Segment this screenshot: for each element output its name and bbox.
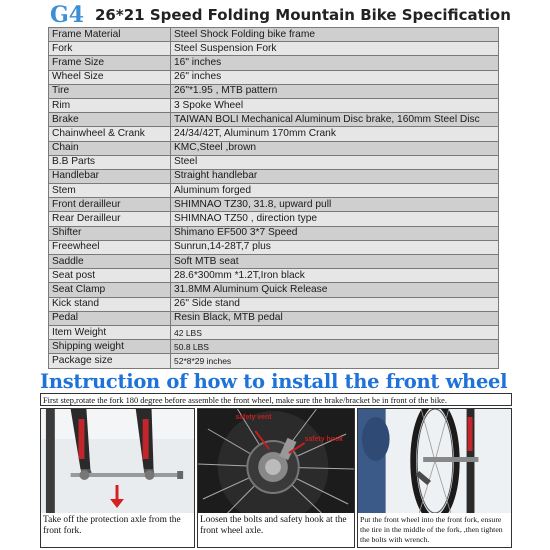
spec-key: Rim (49, 98, 171, 112)
instruction-panel-install-wheel (357, 408, 512, 548)
spec-value: Soft MTB seat (171, 255, 499, 269)
spec-key: Frame Size (49, 56, 171, 70)
spec-value: 52*8*29 inches (171, 354, 499, 368)
spec-value: 26"*1.95 , MTB pattern (171, 84, 499, 98)
table-row (49, 269, 499, 283)
table-row (49, 354, 499, 368)
table-row (49, 127, 499, 141)
instruction-heading: Instruction of how to install the front wheel (40, 370, 508, 393)
table-row (49, 42, 499, 56)
spec-value: 50.8 LBS (171, 340, 499, 354)
spec-key: Wheel Size (49, 70, 171, 84)
table-row (49, 212, 499, 226)
spec-key: Chainwheel & Crank (49, 127, 171, 141)
spec-value: Aluminum forged (171, 184, 499, 198)
wheel-in-fork-photo (358, 409, 511, 513)
spec-key: Fork (49, 42, 171, 56)
spec-value: Resin Black, MTB pedal (171, 311, 499, 325)
spec-value: KMC,Steel ,brown (171, 141, 499, 155)
spec-value: Steel (171, 155, 499, 169)
spec-value: TAIWAN BOLI Mechanical Aluminum Disc brake, 160mm Steel Disc (171, 113, 499, 127)
fork-axle-photo (41, 409, 194, 513)
spec-key: Item Weight (49, 325, 171, 339)
panel-caption: Put the front wheel into the front fork, ensure the tire in the middle of the fork, ,then tighten the bolts with wrench. (360, 515, 503, 544)
table-row (49, 155, 499, 169)
table-row (49, 198, 499, 212)
spec-value: 24/34/42T, Aluminum 170mm Crank (171, 127, 499, 141)
spec-value: SHIMNAO TZ30, 31.8, upward pull (171, 198, 499, 212)
spec-value: 16" inches (171, 56, 499, 70)
table-row (49, 98, 499, 112)
model-label: G4 (50, 2, 85, 28)
spec-key: Kick stand (49, 297, 171, 311)
spec-value: 26" inches (171, 70, 499, 84)
spec-value: Sunrun,14-28T,7 plus (171, 240, 499, 254)
spec-value: Straight handlebar (171, 169, 499, 183)
spec-key: Handlebar (49, 169, 171, 183)
spec-table (48, 27, 499, 369)
table-row (49, 84, 499, 98)
table-row (49, 184, 499, 198)
table-row (49, 325, 499, 339)
table-row (49, 255, 499, 269)
spec-title: 26*21 Speed Folding Mountain Bike Specification (95, 6, 511, 24)
spec-key: Freewheel (49, 240, 171, 254)
table-row (49, 113, 499, 127)
spec-key: Shipping weight (49, 340, 171, 354)
table-row (49, 283, 499, 297)
table-row (49, 169, 499, 183)
instruction-panel-remove-axle (40, 408, 195, 548)
spec-key: Brake (49, 113, 171, 127)
instruction-panel-loosen-bolts (197, 408, 355, 548)
table-row (49, 311, 499, 325)
spec-key: Package size (49, 354, 171, 368)
table-row (49, 141, 499, 155)
table-row (49, 240, 499, 254)
spec-value: 26" Side stand (171, 297, 499, 311)
spec-key: Seat Clamp (49, 283, 171, 297)
spec-key: Saddle (49, 255, 171, 269)
spec-key: Rear Derailleur (49, 212, 171, 226)
safety-hook-label: safety hook (304, 435, 343, 444)
spec-value: Shimano EF500 3*7 Speed (171, 226, 499, 240)
spec-value: Steel Suspension Fork (171, 42, 499, 56)
panel-caption: Loosen the bolts and safety hook at the front wheel axle. (200, 515, 347, 536)
spec-key: Chain (49, 141, 171, 155)
spec-key: Seat post (49, 269, 171, 283)
wheel-hub-photo (198, 409, 354, 513)
spec-key: Shifter (49, 226, 171, 240)
spec-value: Steel Shock Folding bike frame (171, 28, 499, 42)
spec-value: 28.6*300mm *1.2T,Iron black (171, 269, 499, 283)
table-row (49, 297, 499, 311)
spec-header (0, 0, 550, 30)
spec-value: 31.8MM Aluminum Quick Release (171, 283, 499, 297)
spec-key: B.B Parts (49, 155, 171, 169)
table-row (49, 28, 499, 42)
spec-key: Front derailleur (49, 198, 171, 212)
first-step-text: First step,rotate the fork 180 degree before assemble the front wheel, make sure the brake/bracket be in front of the bike. (40, 393, 512, 406)
spec-value: 3 Spoke Wheel (171, 98, 499, 112)
table-row (49, 56, 499, 70)
safety-vent-label: safety vent (235, 413, 272, 422)
spec-value: 42 LBS (171, 325, 499, 339)
spec-value: SHIMNAO TZ50 , direction type (171, 212, 499, 226)
spec-key: Frame Material (49, 28, 171, 42)
spec-key: Pedal (49, 311, 171, 325)
table-row (49, 340, 499, 354)
table-row (49, 226, 499, 240)
spec-key: Tire (49, 84, 171, 98)
spec-key: Stem (49, 184, 171, 198)
table-row (49, 70, 499, 84)
panel-caption: Take off the protection axle from the front fork. (43, 515, 181, 536)
